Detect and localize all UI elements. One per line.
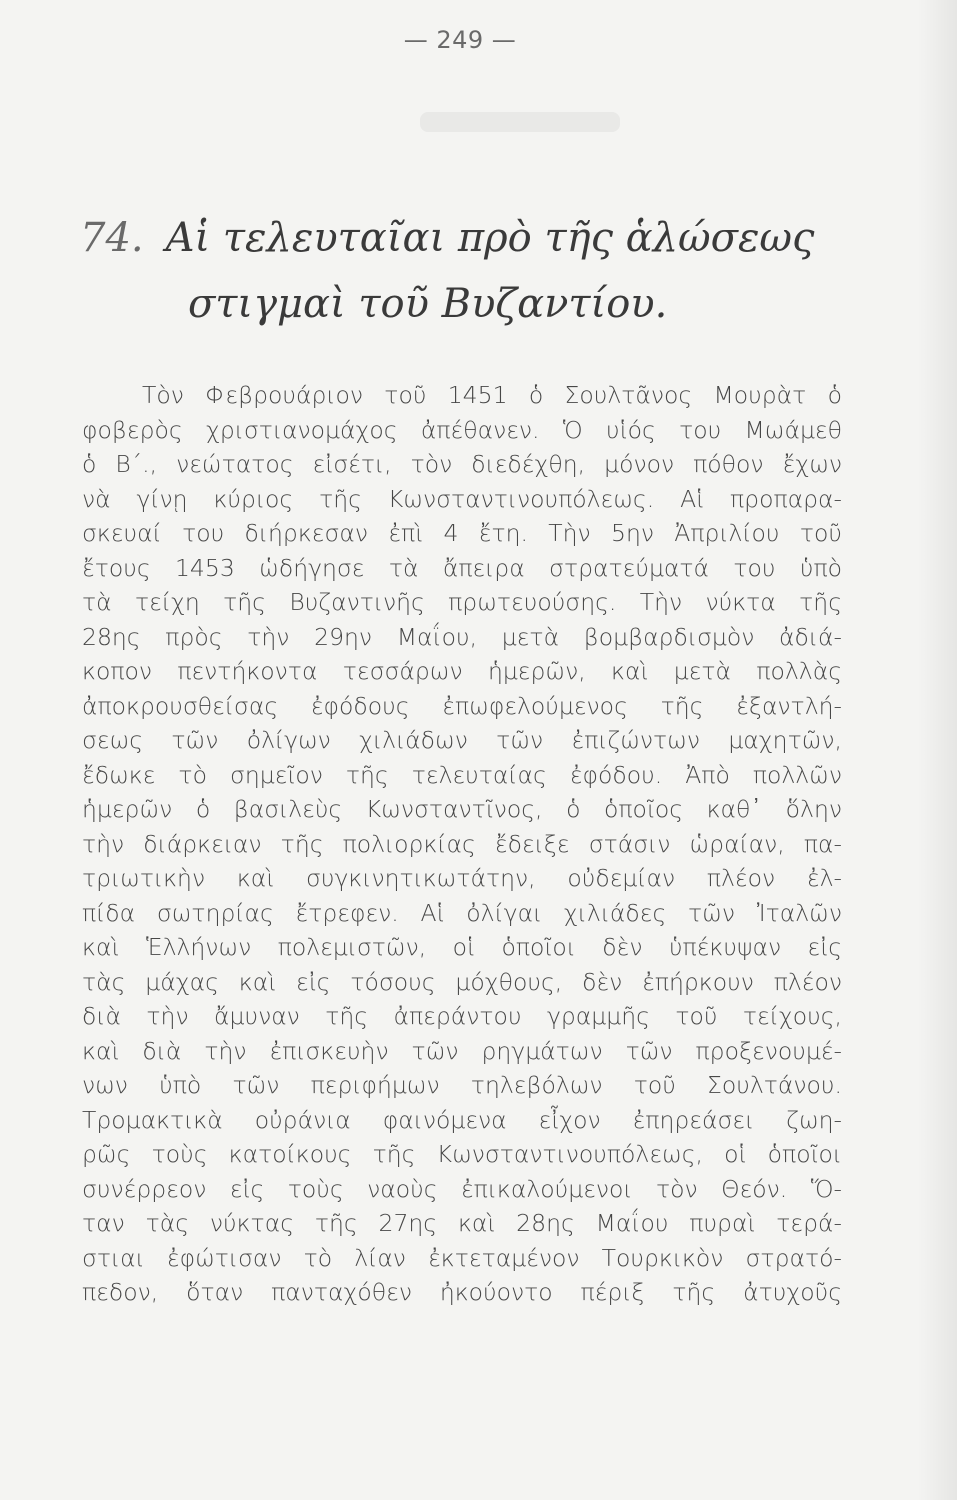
text-line: τὰ τείχη τῆς Βυζαντινῆς πρωτευούσης. Τὴν νύκτα τῆς	[82, 588, 842, 616]
page-number: — 249 —	[403, 26, 517, 54]
text-line: ἡμερῶν ὁ βασιλεὺς Κωνσταντῖνος, ὁ ὁποῖος καθ᾿ ὅλην	[82, 795, 842, 823]
text-line: Τρομακτικὰ οὐράνια φαινόμενα εἶχον ἐπηρεάσει ζωη-	[82, 1105, 842, 1134]
text-line: συνέρρεον εἰς τοὺς ναοὺς ἐπικαλούμενοι τὸν Θεόν. Ὅ-	[82, 1174, 842, 1203]
text-line: τριωτικὴν καὶ συγκινητικωτάτην, οὐδεμίαν πλέον ἐλ-	[82, 864, 842, 892]
text-line: πεδον, ὅταν πανταχόθεν ἠκούοντο πέριξ τῆς ἀτυχοῦς	[82, 1278, 842, 1306]
text-line: τὴν διάρκειαν τῆς πολιορκίας ἔδειξε στάσιν ὡραίαν, πα-	[82, 829, 842, 858]
text-line: ὁ Β΄., νεώτατος εἰσέτι, τὸν διεδέχθη, μόνον πόθον ἔχων	[82, 450, 842, 478]
bleed-through-mark	[420, 112, 620, 132]
text-line: νων ὑπὸ τῶν περιφήμων τηλεβόλων τοῦ Σουλτάνου.	[82, 1071, 842, 1099]
text-line: νὰ γίνῃ κύριος τῆς Κωνσταντινουπόλεως. Αἱ προπαρα-	[82, 484, 842, 513]
text-line: καὶ διὰ τὴν ἐπισκευὴν τῶν ρηγμάτων τῶν προξενουμέ-	[82, 1036, 842, 1065]
text-line: στιαι ἐφώτισαν τὸ λίαν ἐκτεταμένον Τουρκικὸν στρατό-	[82, 1243, 842, 1272]
text-line: ἔτους 1453 ὡδήγησε τὰ ἄπειρα στρατεύματά του ὑπὸ	[82, 553, 842, 582]
text-line: σεως τῶν ὀλίγων χιλιάδων τῶν ἐπιζώντων μαχητῶν,	[82, 726, 842, 754]
chapter-heading	[80, 205, 880, 337]
text-line: ταν τὰς νύκτας τῆς 27ης καὶ 28ης Μαΐου πυραὶ τερά-	[82, 1209, 842, 1237]
text-line: ἀποκρουσθείσας ἐφόδους ἐπωφελούμενος τῆς ἐξαντλή-	[82, 691, 842, 720]
text-line: τὰς μάχας καὶ εἰς τόσους μόχθους, δὲν ἐπήρκουν πλέον	[82, 967, 842, 996]
chapter-title-line-2: στιγμαὶ τοῦ Βυζαντίου.	[188, 281, 668, 327]
text-line: ρῶς τοὺς κατοίκους τῆς Κωνσταντινουπόλεως, οἱ ὁποῖοι	[82, 1140, 842, 1168]
text-line: κοπον πεντήκοντα τεσσάρων ἡμερῶν, καὶ μετὰ πολλὰς	[82, 657, 842, 685]
text-line: σκευαί του διήρκεσαν ἐπὶ 4 ἔτη. Τὴν 5ην Ἀπριλίου τοῦ	[82, 519, 842, 547]
body-paragraph	[82, 378, 842, 1310]
text-line: διὰ τὴν ἄμυναν τῆς ἀπεράντου γραμμῆς τοῦ τείχους,	[82, 1002, 842, 1030]
chapter-number: 74.	[80, 215, 144, 261]
text-line: καὶ Ἑλλήνων πολεμιστῶν, οἱ ὁποῖοι δὲν ὑπέκυψαν εἰς	[82, 933, 842, 961]
chapter-title-line-1: Αἱ τελευταῖαι πρὸ τῆς ἁλώσεως	[165, 215, 815, 261]
text-line: Τὸν Φεβρουάριον τοῦ 1451 ὁ Σουλτᾶνος Μουρὰτ ὁ	[142, 381, 842, 409]
text-line: φοβερὸς χριστιανομάχος ἀπέθανεν. Ὁ υἱός του Μωάμεθ	[82, 415, 842, 444]
text-line: 28ης πρὸς τὴν 29ην Μαΐου, μετὰ βομβαρδισμὸν ἀδιά-	[82, 622, 842, 651]
text-line: ἔδωκε τὸ σημεῖον τῆς τελευταίας ἐφόδου. Ἀπὸ πολλῶν	[82, 760, 842, 789]
page-edge-shadow	[917, 0, 957, 1500]
text-line: πίδα σωτηρίας ἔτρεφεν. Αἱ ὀλίγαι χιλιάδες τῶν Ἰταλῶν	[82, 898, 842, 927]
